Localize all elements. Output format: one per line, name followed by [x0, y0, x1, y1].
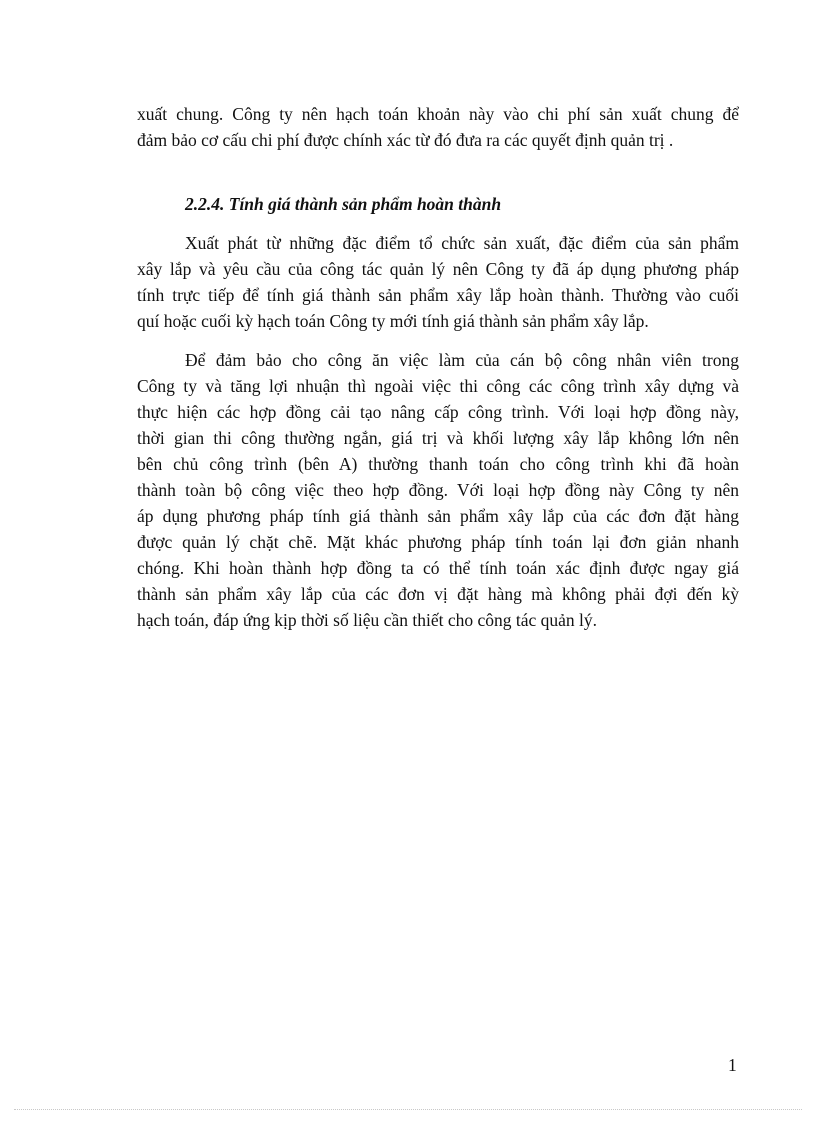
paragraph-intro [137, 101, 739, 153]
section-heading: 2.2.4. Tính giá thành sản phẩm hoàn thành [185, 194, 502, 214]
paragraph-2 [137, 347, 739, 633]
paragraph-line: chóng. Khi hoàn thành hợp đồng ta có thể tính toán xác định được ngay giá [137, 558, 739, 578]
paragraph-line: thành toàn bộ công việc theo hợp đồng. Với loại hợp đồng này Công ty nên [137, 480, 739, 500]
paragraph-line: thực hiện các hợp đồng cải tạo nâng cấp công trình. Với loại hợp đồng này, [137, 402, 739, 422]
page-bottom-divider [14, 1109, 802, 1110]
paragraph-line: quí hoặc cuối kỳ hạch toán Công ty mới tính giá thành sản phẩm xây lắp. [137, 311, 649, 331]
paragraph-line: được quản lý chặt chẽ. Mặt khác phương pháp tính toán lại đơn giản nhanh [137, 532, 739, 552]
paragraph-line: thành sản phẩm xây lắp của các đơn vị đặt hàng mà không phải đợi đến kỳ [137, 584, 739, 604]
page-number: 1 [728, 1055, 737, 1075]
paragraph-line: Để đảm bảo cho công ăn việc làm của cán bộ công nhân viên trong [185, 350, 739, 370]
paragraph-line: Công ty và tăng lợi nhuận thì ngoài việc thi công các công trình xây dựng và [137, 376, 739, 396]
paragraph-line: hạch toán, đáp ứng kịp thời số liệu cần thiết cho công tác quản lý. [137, 610, 598, 630]
paragraph-line: xuất chung. Công ty nên hạch toán khoản này vào chi phí sản xuất chung để [137, 104, 739, 124]
paragraph-line: tính trực tiếp để tính giá thành sản phẩm xây lắp hoàn thành. Thường vào cuối [137, 285, 739, 305]
paragraph-line: thời gian thi công thường ngắn, giá trị và khối lượng xây lắp không lớn nên [137, 428, 739, 448]
paragraph-line: Xuất phát từ những đặc điểm tổ chức sản xuất, đặc điểm của sản phẩm [185, 233, 739, 253]
paragraph-line: bên chủ công trình (bên A) thường thanh toán cho công trình khi đã hoàn [137, 454, 739, 474]
paragraph-line: đảm bảo cơ cấu chi phí được chính xác từ đó đưa ra các quyết định quản trị . [137, 130, 674, 150]
paragraph-1 [137, 230, 739, 334]
paragraph-line: xây lắp và yêu cầu của công tác quản lý nên Công ty đã áp dụng phương pháp [137, 259, 739, 279]
paragraph-line: áp dụng phương pháp tính giá thành sản phẩm xây lắp của các đơn đặt hàng [137, 506, 739, 526]
